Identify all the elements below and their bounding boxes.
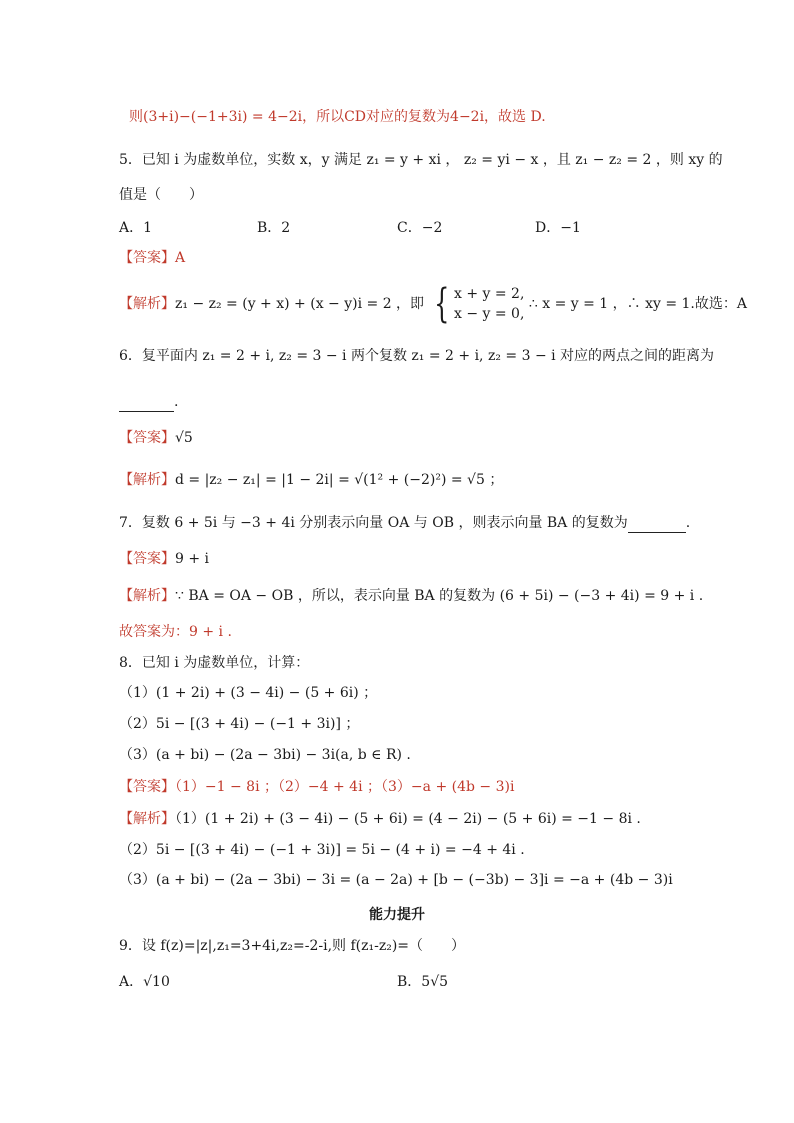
q8-answer: （1）−1 − 8i ；（2）−4 + 4i ；（3）−a + (4b − 3)i <box>175 779 515 795</box>
q6-answer: √5 <box>175 430 193 446</box>
q6-analysis: d = |z₂ − z₁| = |1 − 2i| = √(1² + (−2)²) = √5 ； <box>175 472 504 488</box>
q7-analysis-row <box>119 586 703 606</box>
q8-analysis-3: （3）(a + bi) − (2a − 3bi) − 3i = (a − 2a) + [b − (−3b) − 3]i = −a + (4b − 3)i <box>119 872 673 888</box>
q5-stem-line1: 5．已知 i 为虚数单位，实数 x，y 满足 z₁ = y + xi ， z₂ = yi − x ，且 z₁ − z₂ = 2 ，则 xy 的 <box>119 152 723 168</box>
q6-blank-row <box>119 392 178 412</box>
q5-system-row-2: x − y = 0, <box>453 306 525 322</box>
q5-stem-line2: 值是（ ） <box>119 187 203 203</box>
q5-analysis-row <box>119 281 747 327</box>
q8-answer-row <box>119 777 514 797</box>
analysis-tag: 【解析】 <box>119 811 175 827</box>
section-title: 能力提升 <box>369 907 425 923</box>
analysis-tag: 【解析】 <box>119 472 175 488</box>
q9-option-a: A．√10 <box>119 974 170 990</box>
q8-analysis-2: （2）5i − [(3 + 4i) − (−1 + 3i)] = 5i − (4 + i) = −4 + 4i . <box>119 842 525 858</box>
q4-conclusion: 则(3+i)−(−1+3i) = 4−2i，所以CD对应的复数为4−2i，故选 D. <box>129 109 546 125</box>
q6-stem: 6．复平面内 z₁ = 2 + i, z₂ = 3 − i 两个复数 z₁ = 2 + i, z₂ = 3 − i 对应的两点之间的距离为 <box>119 348 715 364</box>
answer-tag: 【答案】 <box>119 779 175 795</box>
q7-answer-blank <box>628 518 686 533</box>
q8-item-3: （3）(a + bi) − (2a − 3bi) − 3i(a, b ∈ R) . <box>119 747 411 763</box>
q8-analysis-row-1 <box>119 809 641 829</box>
q5-analysis-pre: z₁ − z₂ = (y + x) + (x − y)i = 2 ，即 <box>175 296 425 312</box>
q6-analysis-row <box>119 470 503 490</box>
q7-conclusion: 故答案为：9 + i . <box>119 624 232 640</box>
q9-stem: 9．设 f(z)=|z|,z₁=3+4i,z₂=-2-i,则 f(z₁-z₂)=（ ） <box>119 938 466 954</box>
q7-stem: 7．复数 6 + 5i 与 −3 + 4i 分别表示向量 OA 与 OB ，则表示向量 BA 的复数为 <box>119 515 628 531</box>
brace-icon: { <box>433 281 449 327</box>
q5-option-b: B．2 <box>257 220 291 236</box>
q5-answer: A <box>175 250 186 266</box>
q8-item-2: （2）5i − [(3 + 4i) − (−1 + 3i)] ； <box>119 716 360 732</box>
q5-system-row-1: x + y = 2, <box>453 286 525 302</box>
q7-blank-suffix: . <box>685 515 691 531</box>
q8-item-1: （1）(1 + 2i) + (3 − 4i) − (5 + 6i) ； <box>119 685 378 701</box>
q5-option-d: D．−1 <box>535 220 581 236</box>
q7-analysis: ∵ BA = OA − OB ，所以，表示向量 BA 的复数为 (6 + 5i) − (−3 + 4i) = 9 + i . <box>175 588 704 604</box>
q5-option-a: A．1 <box>119 220 153 236</box>
answer-tag: 【答案】 <box>119 430 175 446</box>
q8-stem: 8．已知 i 为虚数单位，计算： <box>119 655 310 671</box>
q6-answer-row <box>119 428 193 448</box>
q7-stem-row <box>119 513 690 533</box>
analysis-tag: 【解析】 <box>119 588 175 604</box>
q9-option-b: B．5√5 <box>397 974 449 990</box>
q5-analysis-post: ∴ x = y = 1 ，∴ xy = 1.故选：A <box>528 296 747 312</box>
answer-tag: 【答案】 <box>119 551 175 567</box>
q6-blank-suffix: . <box>174 394 179 410</box>
analysis-tag: 【解析】 <box>119 296 175 312</box>
q5-option-c: C．−2 <box>397 220 443 236</box>
q7-answer: 9 + i <box>175 551 210 567</box>
q6-answer-blank <box>119 397 174 412</box>
answer-tag: 【答案】 <box>119 250 175 266</box>
q5-equation-system <box>429 281 525 327</box>
q5-answer-row <box>119 248 185 268</box>
q8-analysis-1: （1）(1 + 2i) + (3 − 4i) − (5 + 6i) = (4 − 2i) − (5 + 6i) = −1 − 8i . <box>175 811 641 827</box>
q7-answer-row <box>119 549 209 569</box>
